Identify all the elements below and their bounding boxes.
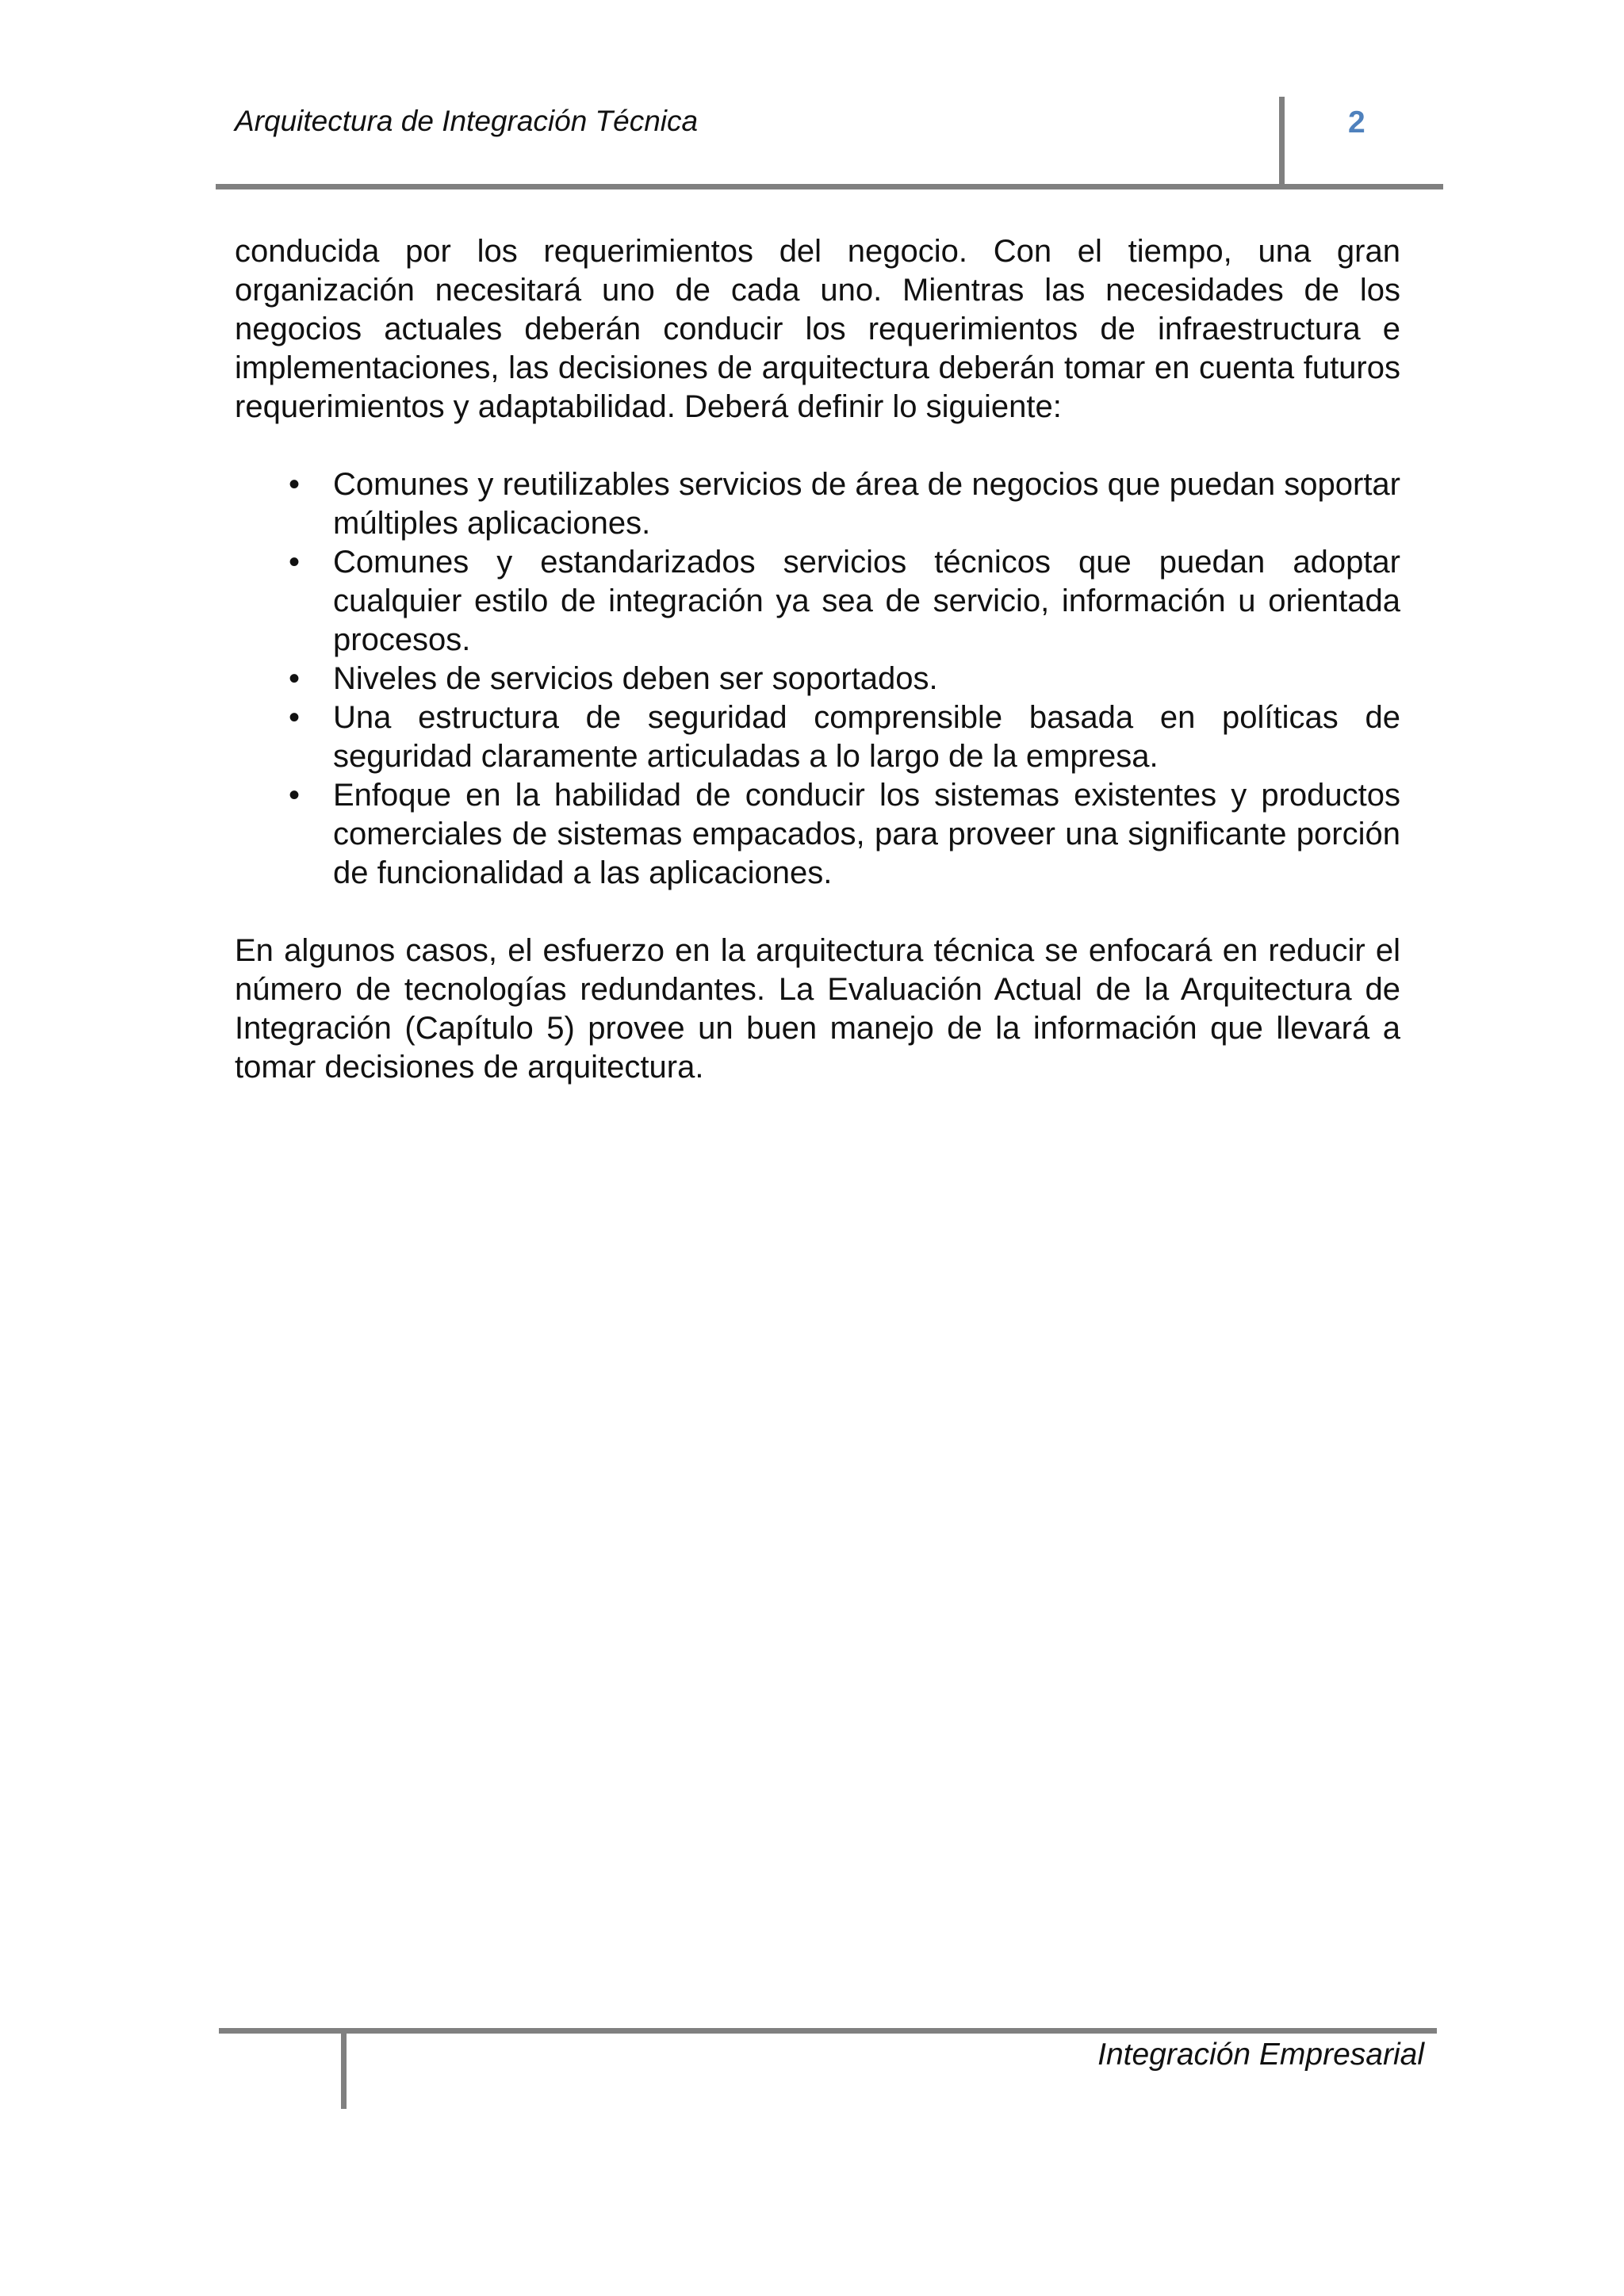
header-divider-vertical: [1279, 97, 1285, 189]
bullet-icon: •: [289, 545, 301, 580]
footer-divider-horizontal: [219, 2028, 1437, 2034]
bullet-icon: •: [289, 467, 301, 502]
paragraph-intro: conducida por los requerimientos del negocio. Con el tiempo, una gran organización necesitará uno de cada uno. Mientras las necesidades de los negocios actuales deberán conducir los requerimientos de infraestructura e implementaciones, las decisiones de arquitectura deberán tomar en cuenta futuros requerimientos y adaptabilidad. Deberá definir lo siguiente:: [235, 234, 1400, 424]
bullet-icon: •: [289, 700, 301, 735]
footer-text: Integración Empresarial: [1097, 2038, 1424, 2072]
header-divider-horizontal: [216, 184, 1443, 189]
footer-divider-vertical: [341, 2028, 347, 2109]
bullet-text: Niveles de servicios deben ser soportados.: [333, 661, 938, 696]
page-number: 2: [1348, 105, 1365, 140]
bullet-list: [235, 465, 1400, 893]
paragraph-conclusion: En algunos casos, el esfuerzo en la arquitectura técnica se enfocará en reducir el número de tecnologías redundantes. La Evaluación Actual de la Arquitectura de Integración (Capítulo 5) provee un buen manejo de la información que llevará a tomar decisiones de arquitectura.: [235, 933, 1400, 1085]
bullet-icon: •: [289, 778, 301, 813]
bullet-text: Comunes y estandarizados servicios técnicos que puedan adoptar cualquier estilo de integración ya sea de servicio, información u orientada procesos.: [333, 545, 1400, 657]
bullet-text: Comunes y reutilizables servicios de área de negocios que puedan soportar múltiples aplicaciones.: [333, 467, 1400, 541]
bullet-text: Enfoque en la habilidad de conducir los sistemas existentes y productos comerciales de sistemas empacados, para proveer una significante porción de funcionalidad a las aplicaciones.: [333, 778, 1400, 890]
bullet-item: [235, 543, 1400, 660]
bullet-item: [235, 776, 1400, 893]
bullet-text: Una estructura de seguridad comprensible basada en políticas de seguridad claramente articuladas a lo largo de la empresa.: [333, 700, 1400, 774]
bullet-item: [235, 465, 1400, 543]
header-title: Arquitectura de Integración Técnica: [235, 105, 699, 137]
bullet-item: [235, 660, 1400, 698]
bullet-item: [235, 698, 1400, 776]
bullet-icon: •: [289, 661, 301, 696]
page-body: [235, 232, 1400, 1087]
